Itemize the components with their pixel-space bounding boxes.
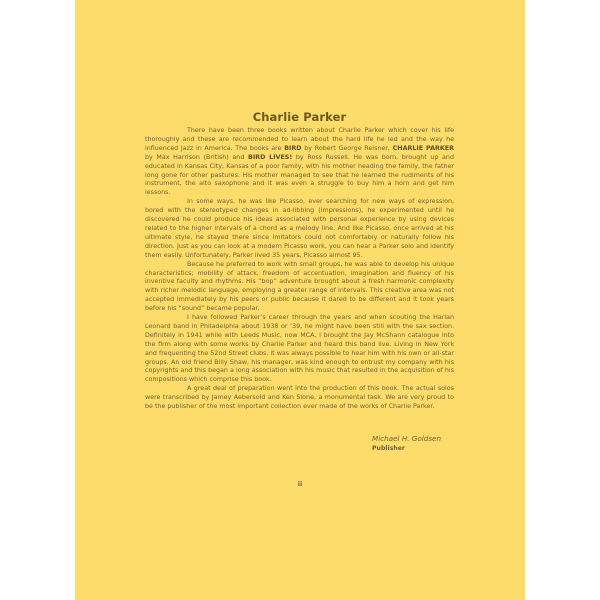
- document-page: [75, 0, 525, 600]
- paragraph: In some ways, he was like Picasso, ever searching for new ways of expression, bored with the stereotyped changes in ad-libbing (impressions), he experimented until he discovered he could produce his ideas associated with personal experience by using devices related to the higher intervals of a chord as a melody line. And like Picasso, once arrived at his ultimate style, he stayed there since imitators could not comfortably or naturally follow his direction. Just as you can look at a modern Picasso work, you can hear a Parker solo and identify them easily. Unfortunately, Parker lived 35 years, Picasso almost 95.: [145, 198, 454, 259]
- signature-name: Michael H. Goldsen: [372, 434, 442, 443]
- page-title: Charlie Parker: [252, 110, 347, 124]
- book-title: CHARLIE PARKER: [392, 144, 455, 152]
- book-title: BIRD LIVES!: [247, 153, 293, 161]
- paragraph: A great deal of preparation went into the production of this book. The actual solos were transcribed by Jamey Aebersold and Ken Slone, a monumental task. We are very proud to be the publisher of the most important collection ever made of the works of Charlie Parker.: [145, 385, 454, 411]
- paragraph: I have followed Parker’s career through the years and when scouting the Harlan Leonard band in Philadelphia about 1938 or ’39, he might have been still with the sax section. Definitely in 1941 while with Leeds Music, now MCA, I brought the Jay McShann catalogue into the firm along with some works by Charlie Parker and heard this band live. Living in New York and frequenting the 52nd Street clubs, it was always possible to hear him with his own or all-star groups. An old friend Billy Shaw, his manager, was kind enough to entrust my company with his copyrights and this began a long association with his music that resulted in the acquisition of his compositions which comprise this book.: [145, 314, 454, 384]
- paragraph: Because he preferred to work with small groups, he was able to develop his unique characteristics; mobility of attack, freedom of accentuation, imagination and fluency of his inventive faculty and rhythms. His “bop” adventure brought about a fresh harmonic complexity with richer melodic language, employing a greater range of intervals. This creative area was not accepted immediately by his peers or public because it dared to be different and it took years before his “sound” became popular.: [145, 260, 454, 313]
- book-title: BIRD: [284, 144, 302, 152]
- signature-role: Publisher: [372, 445, 405, 452]
- paragraph: There have been three books written about Charlie Parker which cover his life thoroughly and these are recommended to learn about the hard life he led and the way he influenced Jazz in America. The books are BIRD by Robert George Reisner, CHARLIE PARKER by Max Harrison (British) and BIRD LIVES! by Ross Russell. He was born, brought up and educated in Kansas City, Kansas of a poor family, with his mother heading the family, the father long gone for other pastures. His mother managed to see that he learned the rudiments of his instrument, the alto saxophone and it was even a struggle to buy him a horn and get him lessons.: [145, 127, 455, 197]
- page-number: ii: [297, 480, 303, 488]
- body-text: [145, 127, 454, 412]
